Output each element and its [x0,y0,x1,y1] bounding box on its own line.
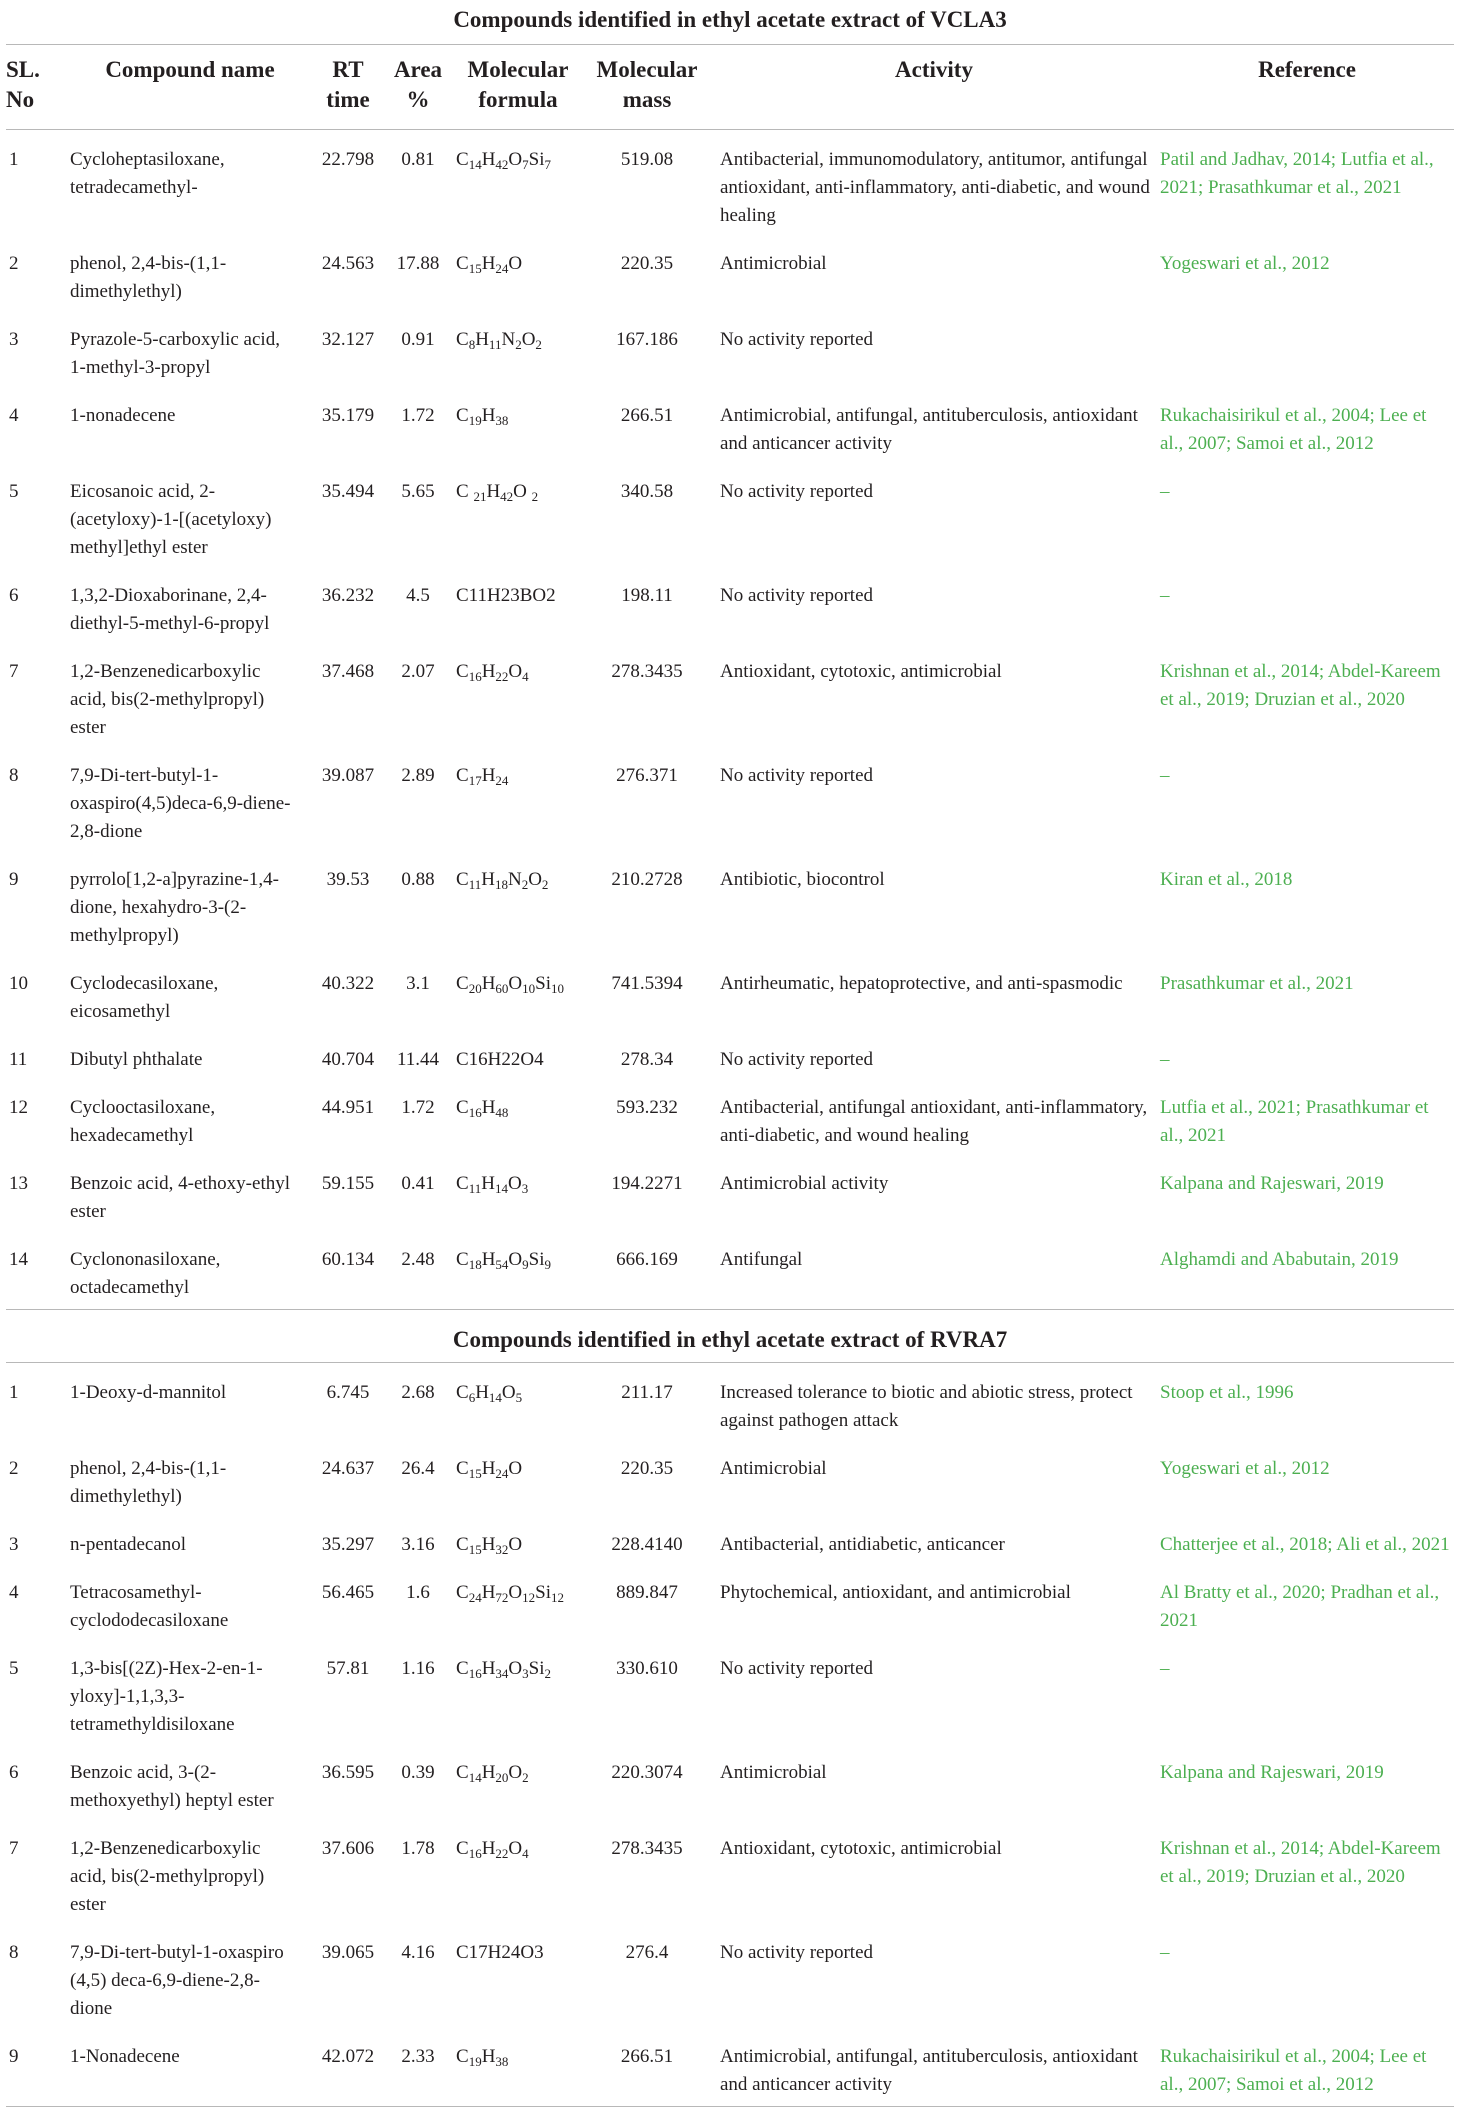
cell-sl: 3 [9,1534,19,1555]
cell-mass: 198.11 [621,585,673,606]
cell-reference[interactable]: Chatterjee et al., 2018; Ali et al., 2021 [1160,1534,1450,1555]
table-row [6,1926,1454,2030]
cell-formula: $C_{19}H_{38}$ [456,405,509,428]
cell-formula: $C_{15}H_{24}O$ [456,253,523,276]
table-row [6,1518,1454,1566]
cell-mass: 278.3435 [611,1838,683,1859]
cell-name: Cyclononasiloxane, octadecamethyl [70,1233,310,1310]
header-mass: Molecular mass [586,45,708,130]
cell-area: 2.07 [401,661,435,682]
cell-sl: 6 [9,585,19,606]
cell-activity: Antimicrobial [720,253,827,274]
cell-area: 3.16 [401,1534,435,1555]
cell-mass: 330.610 [616,1658,678,1679]
cell-mass: 220.35 [620,253,674,274]
cell-area: 2.33 [386,2030,450,2107]
cell-area: 2.48 [386,1233,450,1310]
cell-formula: $C_{18}H_{54}O_9Si_9$ [450,1233,586,1310]
cell-reference[interactable]: Patil and Jadhav, 2014; Lutfia et al., 2021; Prasathkumar et al., 2021 [1160,149,1434,198]
cell-sl: 10 [9,973,28,994]
header-activity: Activity [708,45,1160,130]
cell-area: 1.72 [401,405,435,426]
cell-reference[interactable]: Prasathkumar et al., 2021 [1160,973,1354,994]
cell-sl: 12 [9,1097,28,1118]
cell-reference[interactable]: Kalpana and Rajeswari, 2019 [1160,1762,1384,1783]
cell-rt: 36.232 [321,585,375,606]
cell-reference[interactable]: Al Bratty et al., 2020; Pradhan et al., 2021 [1160,1582,1440,1631]
cell-reference[interactable]: Yogeswari et al., 2012 [1160,1458,1330,1479]
cell-sl: 11 [9,1049,28,1070]
cell-mass: 889.847 [616,1582,678,1603]
cell-area: 4.5 [406,585,430,606]
cell-name: 1-Deoxy-d-mannitol [70,1382,227,1403]
cell-activity: No activity reported [720,481,874,502]
cell-rt: 40.322 [321,973,375,994]
cell-area: 5.65 [401,481,435,502]
cell-reference[interactable]: Stoop et al., 1996 [1160,1382,1294,1403]
cell-rt: 60.134 [310,1233,386,1310]
cell-sl: 5 [9,481,19,502]
cell-area: 4.16 [401,1942,435,1963]
cell-area: 0.91 [401,329,435,350]
cell-name: Eicosanoic acid, 2-(acetyloxy)-1-[(acetyloxy) methyl]ethyl ester [70,481,272,558]
table-row [6,1081,1454,1157]
cell-activity: No activity reported [720,585,874,606]
cell-rt: 42.072 [310,2030,386,2107]
cell-rt: 32.127 [321,329,375,350]
cell-name: Cyclooctasiloxane, hexadecamethyl [70,1097,216,1146]
cell-area: 1.72 [401,1097,435,1118]
section-title: Compounds identified in ethyl acetate extract of VCLA3 [6,0,1454,45]
cell-formula: $C_{14}H_{42}O_7Si_7$ [456,149,552,172]
section-title: Compounds identified in ethyl acetate extract of RVRA7 [6,1310,1454,1363]
cell-formula: $C_{17}H_{24}$ [456,765,509,788]
cell-reference[interactable] [1160,313,1454,389]
cell-activity: No activity reported [720,1658,874,1679]
cell-name: n-pentadecanol [70,1534,187,1555]
cell-rt: 56.465 [321,1582,375,1603]
cell-sl: 14 [6,1233,70,1310]
cell-name: 1-nonadecene [70,405,176,426]
table-row [6,1566,1454,1642]
cell-mass: 593.232 [616,1097,678,1118]
header-formula: Molecular formula [450,45,586,130]
cell-mass: 266.51 [586,2030,708,2107]
cell-formula: $C_{16}H_{34}O_3Si_2$ [456,1658,552,1681]
cell-mass: 340.58 [620,481,674,502]
header-area: Area % [386,45,450,130]
cell-formula: C17H24O3 [456,1942,544,1963]
cell-mass: 741.5394 [611,973,683,994]
cell-formula: $C_{15}H_{32}O$ [456,1534,523,1557]
cell-rt: 37.606 [321,1838,375,1859]
cell-area: 1.16 [401,1658,435,1679]
table-row [6,749,1454,853]
cell-rt: 24.637 [321,1458,375,1479]
cell-mass: 666.169 [586,1233,708,1310]
cell-activity: Increased tolerance to biotic and abiotic stress, protect against pathogen attack [720,1382,1133,1431]
cell-area: 11.44 [396,1049,440,1070]
cell-formula: $C_{16}H_{48}$ [456,1097,509,1120]
cell-reference[interactable]: Rukachaisirikul et al., 2004; Lee et al., 2007; Samoi et al., 2012 [1160,2030,1454,2107]
cell-reference[interactable]: – [1160,585,1170,606]
cell-area: 1.78 [401,1838,435,1859]
cell-activity: Antimicrobial activity [720,1173,889,1194]
table-row [6,1033,1454,1081]
cell-activity: Antimicrobial, antifungal, antituberculosis, antioxidant and anticancer activity [708,2030,1160,2107]
cell-formula: C $_{21}H_{42}O$ $_2$ [456,481,539,504]
table-row [6,1746,1454,1822]
cell-area: 2.89 [401,765,435,786]
cell-rt: 6.745 [326,1382,370,1403]
cell-activity: Antibiotic, biocontrol [720,869,885,890]
cell-reference[interactable]: Krishnan et al., 2014; Abdel-Kareem et al., 2019; Druzian et al., 2020 [1160,1838,1441,1887]
table-row [6,1642,1454,1746]
cell-area: 0.88 [401,869,435,890]
table-row [6,2030,1454,2107]
cell-activity: Antirheumatic, hepatoprotective, and anti-spasmodic [720,973,1123,994]
table-row [6,389,1454,465]
cell-reference[interactable]: Lutfia et al., 2021; Prasathkumar et al., 2021 [1160,1097,1429,1146]
cell-area: 26.4 [401,1458,435,1479]
cell-mass: 167.186 [616,329,678,350]
cell-mass: 266.51 [620,405,674,426]
cell-sl: 4 [9,405,19,426]
header-sl: SL. No [6,45,70,130]
table-body [6,0,1454,2107]
cell-sl: 13 [9,1173,28,1194]
cell-mass: 194.2271 [611,1173,683,1194]
cell-sl: 1 [9,1382,19,1403]
cell-reference[interactable]: Krishnan et al., 2014; Abdel-Kareem et al., 2019; Druzian et al., 2020 [1160,661,1441,710]
cell-area: 0.41 [401,1173,435,1194]
cell-activity: No activity reported [720,329,874,350]
cell-sl: 2 [9,253,19,274]
cell-area: 1.6 [406,1582,430,1603]
cell-reference[interactable]: – [1160,481,1170,502]
header-reference: Reference [1160,45,1454,130]
header-name: Compound name [70,45,310,130]
cell-formula: $C_{11}H_{18}N_2O_2$ [456,869,549,892]
cell-area: 2.68 [401,1382,435,1403]
cell-reference[interactable]: – [1160,765,1170,786]
table-row [6,1157,1454,1233]
cell-sl: 8 [9,1942,19,1963]
cell-rt: 39.087 [321,765,375,786]
cell-mass: 228.4140 [611,1534,683,1555]
cell-sl: 6 [9,1762,19,1783]
cell-sl: 7 [9,661,19,682]
cell-rt: 35.297 [321,1534,375,1555]
cell-rt: 57.81 [326,1658,370,1679]
cell-rt: 39.065 [321,1942,375,1963]
cell-mass: 211.17 [621,1382,673,1403]
cell-activity: Antibacterial, antidiabetic, anticancer [720,1534,1005,1555]
compound-table [6,0,1454,2107]
cell-name: 7,9-Di-tert-butyl-1-oxaspiro(4,5)deca-6,9-diene-2,8-dione [70,765,291,842]
header-rt: RT time [310,45,386,130]
cell-rt: 36.595 [321,1762,375,1783]
cell-rt: 39.53 [326,869,370,890]
table-row [6,957,1454,1033]
cell-name: pyrrolo[1,2-a]pyrazine-1,4-dione, hexahydro-3-(2-methylpropyl) [70,869,279,946]
cell-rt: 22.798 [321,149,375,170]
cell-reference[interactable]: – [1160,1049,1170,1070]
table-row [6,313,1454,389]
table-row [6,465,1454,569]
cell-sl: 8 [9,765,19,786]
header-row [6,45,1454,130]
cell-formula: $C_{16}H_{22}O_4$ [456,661,529,684]
cell-activity: Antioxidant, cytotoxic, antimicrobial [720,661,1002,682]
cell-mass: 276.4 [625,1942,669,1963]
cell-sl: 9 [6,2030,70,2107]
table-row [6,1442,1454,1518]
cell-sl: 5 [9,1658,19,1679]
cell-rt: 37.468 [321,661,375,682]
cell-reference[interactable]: – [1160,1658,1170,1679]
cell-formula: $C_6H_{14}O_5$ [456,1382,523,1405]
cell-mass: 276.371 [616,765,678,786]
cell-name: Tetracosamethyl-cyclododecasiloxane [70,1582,229,1631]
cell-activity: Antifungal [708,1233,1160,1310]
cell-formula: $C_{20}H_{60}O_{10}Si_{10}$ [456,973,565,996]
cell-sl: 9 [9,869,19,890]
cell-reference[interactable]: Kiran et al., 2018 [1160,869,1293,890]
cell-name: Dibutyl phthalate [70,1049,203,1070]
table-row [6,569,1454,645]
cell-name: 1-Nonadecene [70,2030,310,2107]
table-row [6,1822,1454,1926]
cell-reference[interactable]: Kalpana and Rajeswari, 2019 [1160,1173,1384,1194]
cell-reference[interactable]: – [1160,1942,1170,1963]
cell-sl: 3 [9,329,19,350]
cell-rt: 24.563 [321,253,375,274]
cell-formula: $C_{15}H_{24}O$ [456,1458,523,1481]
cell-formula: $C_{19}H_{38}$ [450,2030,586,2107]
cell-formula: C11H23BO2 [456,585,556,606]
cell-name: 7,9-Di-tert-butyl-1-oxaspiro (4,5) deca-6,9-diene-2,8-dione [70,1942,284,2019]
cell-activity: No activity reported [720,1049,874,1070]
cell-reference[interactable]: Rukachaisirikul et al., 2004; Lee et al., 2007; Samoi et al., 2012 [1160,405,1427,454]
cell-name: 1,3-bis[(2Z)-Hex-2-en-1-yloxy]-1,1,3,3-tetramethyldisiloxane [70,1658,263,1735]
cell-rt: 44.951 [321,1097,375,1118]
table-row [6,130,1454,238]
cell-name: phenol, 2,4-bis-(1,1-dimethylethyl) [70,253,227,302]
cell-mass: 519.08 [620,149,674,170]
cell-name: 1,3,2-Dioxaborinane, 2,4-diethyl-5-methyl-6-propyl [70,585,270,634]
cell-mass: 210.2728 [611,869,683,890]
cell-rt: 35.179 [321,405,375,426]
cell-activity: Phytochemical, antioxidant, and antimicrobial [720,1582,1071,1603]
cell-formula: $C_{24}H_{72}O_{12}Si_{12}$ [456,1582,565,1605]
cell-formula: $C_{11}H_{14}O_3$ [456,1173,529,1196]
cell-area: 3.1 [406,973,430,994]
table-row [6,1363,1454,1443]
cell-activity: Antimicrobial [720,1458,827,1479]
cell-formula: $C_{16}H_{22}O_4$ [456,1838,529,1861]
cell-name: Cyclodecasiloxane, eicosamethyl [70,973,219,1022]
cell-area: 17.88 [396,253,440,274]
cell-formula: $C_8H_{11}N_2O_2$ [456,329,542,352]
cell-rt: 40.704 [321,1049,375,1070]
cell-sl: 1 [9,149,19,170]
cell-rt: 35.494 [321,481,375,502]
cell-name: Benzoic acid, 3-(2-methoxyethyl) heptyl ester [70,1762,274,1811]
cell-area: 0.81 [401,149,435,170]
cell-mass: 220.35 [620,1458,674,1479]
cell-rt: 59.155 [321,1173,375,1194]
table-row [6,853,1454,957]
cell-reference[interactable]: Yogeswari et al., 2012 [1160,253,1330,274]
cell-name: Benzoic acid, 4-ethoxy-ethyl ester [70,1173,291,1222]
section-title-row [6,0,1454,45]
table-row [6,237,1454,313]
cell-formula: C16H22O4 [456,1049,544,1070]
cell-activity: No activity reported [720,765,874,786]
cell-activity: Antimicrobial, antifungal, antituberculosis, antioxidant and anticancer activity [720,405,1138,454]
cell-sl: 2 [9,1458,19,1479]
cell-mass: 278.34 [620,1049,674,1070]
cell-activity: No activity reported [720,1942,874,1963]
cell-activity: Antioxidant, cytotoxic, antimicrobial [720,1838,1002,1859]
cell-area: 0.39 [401,1762,435,1783]
cell-reference[interactable]: Alghamdi and Ababutain, 2019 [1160,1233,1454,1310]
cell-name: phenol, 2,4-bis-(1,1-dimethylethyl) [70,1458,227,1507]
section-title-row [6,1310,1454,1363]
cell-name: Pyrazole-5-carboxylic acid, 1-methyl-3-propyl [70,329,280,378]
cell-name: 1,2-Benzenedicarboxylic acid, bis(2-methylpropyl) ester [70,1838,265,1915]
cell-sl: 4 [9,1582,19,1603]
cell-activity: Antibacterial, immunomodulatory, antitumor, antifungal antioxidant, anti-inflammatory, anti-diabetic, and wound healing [720,149,1150,226]
cell-name: Cycloheptasiloxane, tetradecamethyl- [70,149,225,198]
table-row [6,645,1454,749]
cell-mass: 220.3074 [611,1762,683,1783]
cell-sl: 7 [9,1838,19,1859]
cell-activity: Antibacterial, antifungal antioxidant, anti-inflammatory, anti-diabetic, and wound healing [720,1097,1148,1146]
cell-name: 1,2-Benzenedicarboxylic acid, bis(2-methylpropyl) ester [70,661,265,738]
table-row [6,1233,1454,1310]
cell-activity: Antimicrobial [720,1762,827,1783]
cell-mass: 278.3435 [611,661,683,682]
cell-formula: $C_{14}H_{20}O_2$ [456,1762,529,1785]
